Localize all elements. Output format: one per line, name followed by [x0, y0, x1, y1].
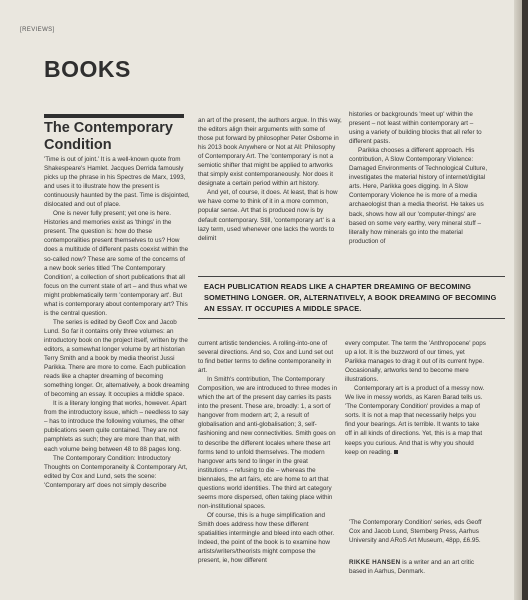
paragraph: an art of the present, the authors argue. In this way, the editors align their arguments with some of those put forward by philosopher Peter Osborne in his 2013 book Anywhere or Not at All: Philosophy of Contemporary Art. The 'contemporary' is not a semiotic shifter that might be applied to artworks that simply exist contemporaneously. Nor does it designate a certain period within art history. [198, 117, 342, 188]
article-title: The Contemporary Condition [44, 120, 173, 153]
page-heading: BOOKS [44, 56, 131, 82]
column-5 [345, 339, 487, 457]
author-bio-text: is a writer and an art critic based in Aarhus, Denmark. [349, 559, 475, 576]
column-4 [198, 339, 338, 565]
paragraph: One is never fully present; yet one is here. Histories and memories exist as 'things' in the present. The question is: how do these contemporalities present themselves to us? How does a multitude of different pasts coexist within the so-called now? These are some of the concerns of a new book series titled 'The Contemporary Condition', a collection of short publications that all focus on the current state of art – and thus what we might problematically term 'contemporary art'. But what is contemporary about contemporary art? This is the central question. [44, 210, 189, 317]
column-1 [44, 155, 190, 490]
paragraph: It is a literary longing that works, however. Apart from the introductory issue, which – needless to say – has to introduce the following volumes, the other publications seem quite contained. They are not pamphlets as such; they are more than that, with each volume being between 48 to 88 pages long. [44, 400, 189, 453]
column-2 [198, 116, 342, 243]
column-3 [349, 110, 489, 246]
paragraph: The Contemporary Condition: Introductory Thoughts on Contemporaneity & Contemporary Art, edited by Cox and Lund, sets the scene: 'Contemporary art' does not simply describe [44, 454, 188, 489]
page-spine-shadow [514, 0, 522, 600]
section-label: [REVIEWS] [20, 27, 55, 33]
pull-quote: EACH PUBLICATION READS LIKE A CHAPTER DREAMING OF BECOMING SOMETHING LONGER. OR, ALTERNATIVELY, A BOOK DREAMING OF BECOMING AN ESSAY. IT OCCUPIES A MIDDLE SPACE. [198, 276, 505, 319]
end-mark-icon [394, 450, 398, 454]
paragraph-text: Contemporary art is a product of a messy now. We live in messy worlds, as Karen Barad tells us. 'The Contemporary Condition' provides a map of sorts. It is not a map that necessarily helps you find your bearings. Art is terrible. It wants to take off in all kinds of directions. Yet, this is a map that keeps you curious. And that is why you should keep on reading. [345, 385, 485, 456]
paragraph: Of course, this is a huge simplification and Smith does address how these different spatialities intermingle and bleed into each other. Indeed, the point of the book is to examine how artists/writers/theorists might compose the present, ie, how different [198, 511, 335, 565]
paragraph: 'Time is out of joint.' It is a well-known quote from Shakespeare's Hamlet. Jacques Derrida famously picks up the phrase in his Spectres de Marx, 1993, and uses it to illustrate how the present is continuously haunted by the past. Time is disjointed, dislocated and out of place. [44, 156, 190, 209]
author-bio [349, 558, 489, 576]
paragraph: The series is edited by Geoff Cox and Jacob Lund. So far it contains only three volumes: an introductory book on the project itself, written by the editors, a somewhat longer volume by art historian Terry Smith and a book by media theorist Jussi Parikka. There are more to come. Each publication reads like a chapter dreaming of becoming something longer. Or, alternatively, a book dreaming of becoming an essay. It occupies a middle space. [44, 318, 190, 399]
publication-credit: 'The Contemporary Condition' series, eds Geoff Cox and Jacob Lund, Sternberg Press, Aarhus University and ARoS Art Museum, 48pp, £6.95. [349, 519, 482, 545]
paragraph: And yet, of course, it does. At least, that is how we have come to think of it in a more common, popular sense. Art that is produced now is by default contemporary. Still, 'contemporary art' is a lazy term, used whenever one lacks the words to delimit [198, 189, 338, 242]
paragraph: histories or backgrounds 'meet up' within the present – not least within contemporary art – using a variety of building blocks that all refer to different pasts. [349, 111, 482, 146]
paragraph [345, 384, 487, 456]
paragraph: Parikka chooses a different approach. His contribution, A Slow Contemporary Violence: Damaged Environments of Technological Culture, investigates the material history of internet/digital arts. Here, Parikka goes digging. In A Slow Contemporary Violence he is more of a media archaeologist than a media theorist. He takes us back, shows how all our 'computer-things' are based on some very earthy, very mineral stuff – literally how minerals go into the material production of [349, 147, 488, 245]
paragraph: current artistic tendencies. A rolling-into-one of several directions. And so, Cox and Lund set out to find better terms to define contemporaneity in art. [198, 340, 334, 375]
paragraph: In Smith's contribution, The Contemporary Composition, we are introduced to three modes in which the art of the present day carries its pasts into the present. These are, broadly: 1, a sort of hangover from modern art; 2, a result of globalisation and anti-globalisation; 3, self-fashioning and new connectivities. Smith goes on to describe the different locales where these art forms tend to unfold themselves. The modern hangover arts tend to linger in the great institutions – refusing to die – whereas the biennales, the art fairs, etc are home to art that questions world identities. The third art category seems more dispersed, often taking place within non-institutional spaces. [198, 376, 337, 510]
paragraph: every computer. The term the 'Anthropocene' pops up a lot. It is the buzzword of our times, yet Parikka manages to drag it out of its current hype. Occasionally, artworks tend to become mere illustrations. [345, 340, 486, 384]
author-name: RIKKE HANSEN [349, 559, 401, 566]
title-rule [44, 114, 184, 118]
